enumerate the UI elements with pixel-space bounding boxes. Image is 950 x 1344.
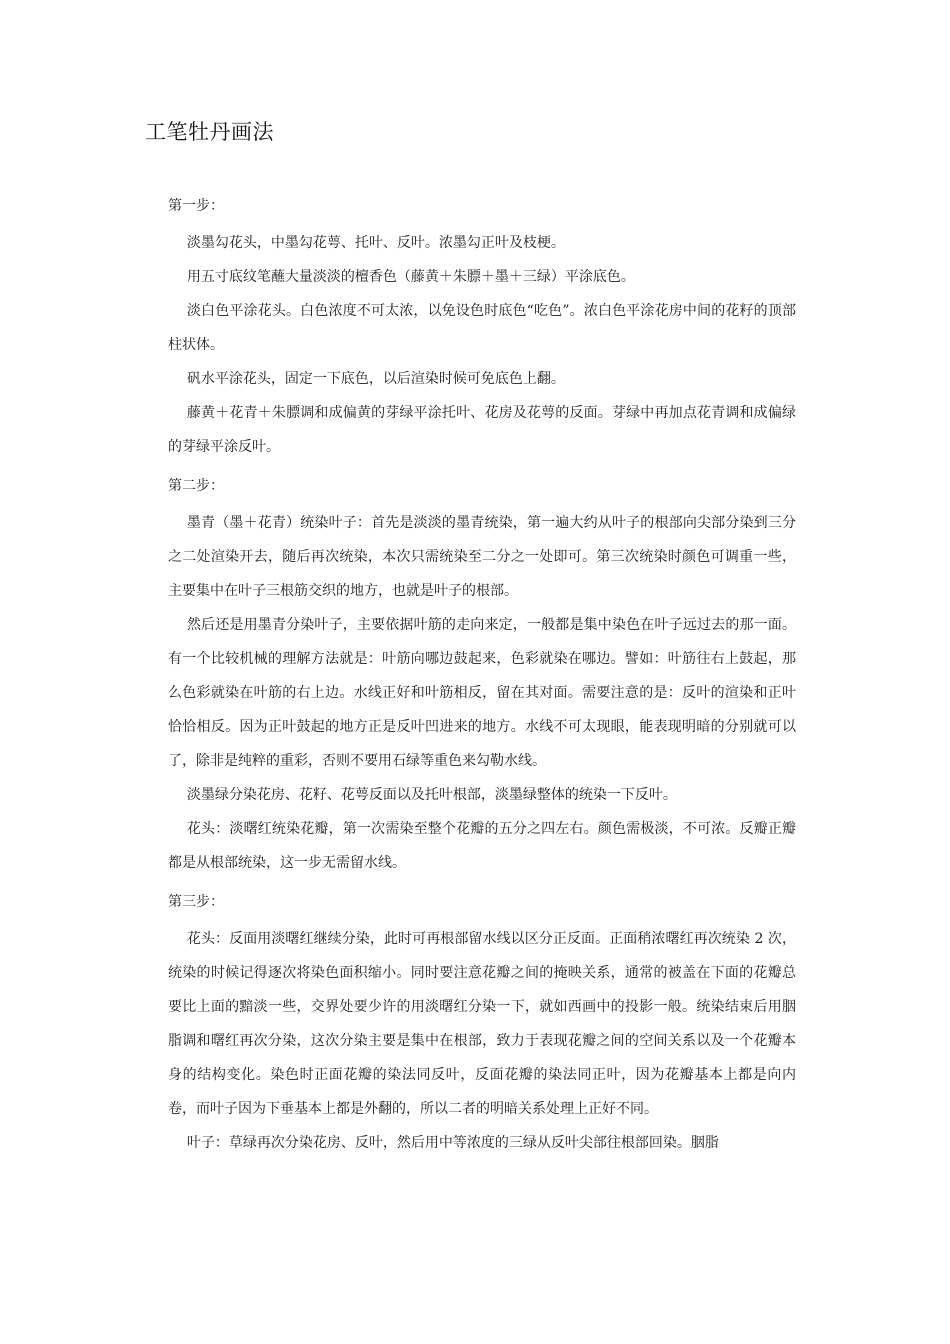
step-3-paragraph: 叶子：草绿再次分染花房、反叶，然后用中等浓度的三绿从反叶尖部往根部回染。胭脂 xyxy=(186,1135,719,1151)
step-3-paragraph: 花头：反面用淡曙红继续分染，此时可再根部留水线以区分正反面。正面稍浓曙红再次统染 2 次，统染的时候记得逐次将染色面积缩小。同时要注意花瓣之间的掩映关系，通常的被盖在下面的花瓣总要比上面的黯淡一些，交界处要少许的用淡曙红分染一下，就如西画中的投影一般。统染结束后用胭脂调和曙红再次分染，这次分染主要是集中在根部，致力于表现花瓣之间的空间关系以及一个花瓣本身的结构变化。染色时正面花瓣的染法同反叶，反面花瓣的染法同正叶，因为花瓣基本上都是向内卷，而叶子因为下垂基本上都是外翻的，所以二者的明暗关系处理上正好不同。 xyxy=(168,931,796,1117)
step-1-paragraph: 淡白色平涂花头。白色浓度不可太浓，以免设色时底色“吃色”。浓白色平涂花房中间的花籽的顶部柱状体。 xyxy=(168,303,796,353)
step-2-paragraph: 花头：淡曙红统染花瓣，第一次需染至整个花瓣的五分之四左右。颜色需极淡，不可浓。反瓣正瓣都是从根部统染，这一步无需留水线。 xyxy=(168,821,796,871)
step-2-section xyxy=(168,472,796,880)
step-2-heading: 第二步： xyxy=(168,478,224,494)
document-body xyxy=(168,192,796,1160)
page-title: 工笔牡丹画法 xyxy=(145,120,274,144)
step-2-paragraph: 淡墨绿分染花房、花籽、花萼反面以及托叶根部，淡墨绿整体的统染一下反叶。 xyxy=(186,787,677,803)
step-1-paragraph: 矾水平涂花头，固定一下底色，以后渲染时候可免底色上翻。 xyxy=(186,371,565,387)
step-1-paragraph: 用五寸底纹笔蘸大量淡淡的檀香色（藤黄＋朱膘＋墨＋三绿）平涂底色。 xyxy=(186,269,635,285)
step-1-heading: 第一步： xyxy=(168,198,224,214)
step-1-section xyxy=(168,192,796,464)
step-1-paragraph: 淡墨勾花头，中墨勾花萼、托叶、反叶。浓墨勾正叶及枝梗。 xyxy=(186,235,565,251)
step-2-paragraph: 然后还是用墨青分染叶子，主要依据叶筋的走向来定，一般都是集中染色在叶子远过去的那一面。有一个比较机械的理解方法就是：叶筋向哪边鼓起来，色彩就染在哪边。譬如：叶筋往右上鼓起，那么色彩就染在叶筋的右上边。水线正好和叶筋相反，留在其对面。需要注意的是：反叶的渲染和正叶恰恰相反。因为正叶鼓起的地方正是反叶凹进来的地方。水线不可太现眼，能表现明暗的分别就可以了，除非是纯粹的重彩，否则不要用石绿等重色来勾勒水线。 xyxy=(168,617,796,769)
step-3-heading: 第三步： xyxy=(168,894,224,910)
step-2-paragraph: 墨青（墨＋花青）统染叶子：首先是淡淡的墨青统染，第一遍大约从叶子的根部向尖部分染到三分之二处渲染开去，随后再次统染，本次只需统染至二分之一处即可。第三次统染时颜色可调重一些，主要集中在叶子三根筋交织的地方，也就是叶子的根部。 xyxy=(168,515,796,599)
step-3-section xyxy=(168,888,796,1160)
step-1-paragraph: 藤黄＋花青＋朱膘调和成偏黄的芽绿平涂托叶、花房及花萼的反面。芽绿中再加点花青调和成偏绿的芽绿平涂反叶。 xyxy=(168,405,796,455)
